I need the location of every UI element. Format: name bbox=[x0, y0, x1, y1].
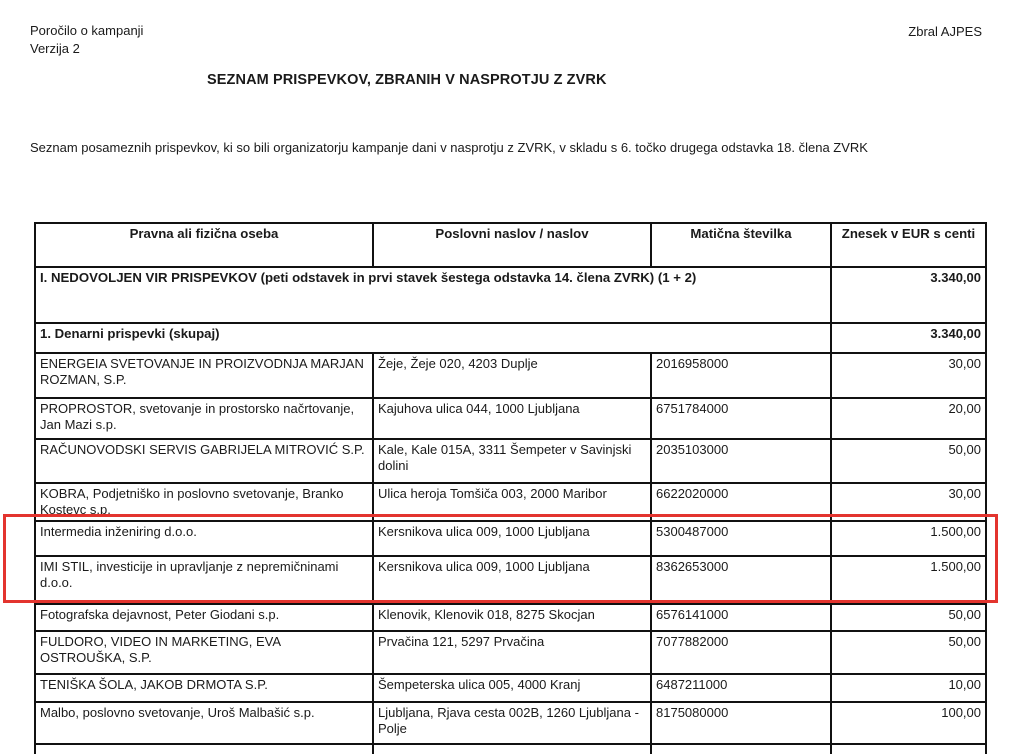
amount-cell: 50,00 bbox=[831, 604, 986, 631]
page-title: SEZNAM PRISPEVKOV, ZBRANIH V NASPROTJU Z ZVRK bbox=[207, 72, 607, 88]
amount-cell: 30,00 bbox=[831, 353, 986, 398]
section-label: I. NEDOVOLJEN VIR PRISPEVKOV (peti odstavek in prvi stavek šestega odstavka 14. člena ZVRK) (1 + 2) bbox=[35, 267, 831, 323]
address-cell: Kale, Kale 015A, 3311 Šempeter v Savinjski dolini bbox=[373, 439, 651, 483]
section-label: 1. Denarni prispevki (skupaj) bbox=[35, 323, 831, 353]
amount-cell: 50,00 bbox=[831, 439, 986, 483]
table-row bbox=[35, 439, 986, 483]
entity-cell: ENERGEIA SVETOVANJE IN PROIZVODNJA MARJAN ROZMAN, S.P. bbox=[35, 353, 373, 398]
amount-cell: 100,00 bbox=[831, 702, 986, 744]
report-name: Poročilo o kampanji bbox=[30, 23, 144, 38]
entity-cell: RAČUNOVODSKI SERVIS GABRIJELA MITROVIĆ S.P. bbox=[35, 439, 373, 483]
column-header-entity: Pravna ali fizična oseba bbox=[35, 223, 373, 267]
table-row bbox=[35, 483, 986, 521]
entity-cell: TENIŠKA ŠOLA, JAKOB DRMOTA S.P. bbox=[35, 674, 373, 702]
address-cell: Kersnikova ulica 009, 1000 Ljubljana bbox=[373, 556, 651, 604]
table-row-partial bbox=[35, 744, 986, 754]
table-row-highlighted bbox=[35, 521, 986, 556]
address-cell: Kersnikova ulica 009, 1000 Ljubljana bbox=[373, 521, 651, 556]
address-cell: Kajuhova ulica 044, 1000 Ljubljana bbox=[373, 398, 651, 439]
section-row-1 bbox=[35, 267, 986, 323]
reg-number-cell: 8362653000 bbox=[651, 556, 831, 604]
entity-cell: Malbo, poslovno svetovanje, Uroš Malbašić s.p. bbox=[35, 702, 373, 744]
reg-number-cell: 2035103000 bbox=[651, 439, 831, 483]
column-header-address: Poslovni naslov / naslov bbox=[373, 223, 651, 267]
table-row bbox=[35, 674, 986, 702]
reg-number-cell: 5300487000 bbox=[651, 521, 831, 556]
address-cell: Klenovik, Klenovik 018, 8275 Skocjan bbox=[373, 604, 651, 631]
table-row bbox=[35, 353, 986, 398]
description-text: Seznam posameznih prispevkov, ki so bili organizatorju kampanje dani v nasprotju z ZVRK, v skladu s 6. točko drugega odstavka 18. člena ZVRK bbox=[30, 140, 868, 155]
entity-cell: IMI STIL, investicije in upravljanje z nepremičninami d.o.o. bbox=[35, 556, 373, 604]
amount-cell: 50,00 bbox=[831, 631, 986, 674]
section-amount: 3.340,00 bbox=[831, 323, 986, 353]
header-row bbox=[35, 223, 986, 267]
column-header-amount: Znesek v EUR s centi bbox=[831, 223, 986, 267]
entity-cell: Fotografska dejavnost, Peter Giodani s.p. bbox=[35, 604, 373, 631]
amount-cell: 10,00 bbox=[831, 674, 986, 702]
reg-number-cell: 6576141000 bbox=[651, 604, 831, 631]
amount-cell: 1.500,00 bbox=[831, 556, 986, 604]
address-cell: Žeje, Žeje 020, 4203 Duplje bbox=[373, 353, 651, 398]
amount-cell: 1.500,00 bbox=[831, 521, 986, 556]
entity-cell: Intermedia inženiring d.o.o. bbox=[35, 521, 373, 556]
reg-number-cell: 2016958000 bbox=[651, 353, 831, 398]
entity-cell: PROPROSTOR, svetovanje in prostorsko načrtovanje, Jan Mazi s.p. bbox=[35, 398, 373, 439]
table-row bbox=[35, 398, 986, 439]
reg-number-cell: 7077882000 bbox=[651, 631, 831, 674]
report-meta bbox=[30, 22, 143, 58]
amount-cell: 30,00 bbox=[831, 483, 986, 521]
collector-label: Zbral AJPES bbox=[908, 24, 982, 39]
report-version: Verzija 2 bbox=[30, 41, 80, 56]
address-cell: Ulica heroja Tomšiča 003, 2000 Maribor bbox=[373, 483, 651, 521]
reg-number-cell: 8175080000 bbox=[651, 702, 831, 744]
amount-cell: 20,00 bbox=[831, 398, 986, 439]
entity-cell: KOBRA, Podjetniško in poslovno svetovanje, Branko Kostevc s.p. bbox=[35, 483, 373, 521]
address-cell: Ljubljana, Rjava cesta 002B, 1260 Ljubljana - Polje bbox=[373, 702, 651, 744]
column-header-reg-number: Matična številka bbox=[651, 223, 831, 267]
entity-cell: FULDORO, VIDEO IN MARKETING, EVA OSTROUŠKA, S.P. bbox=[35, 631, 373, 674]
table-row-highlighted bbox=[35, 556, 986, 604]
contributions-table bbox=[34, 222, 987, 754]
reg-number-cell: 6487211000 bbox=[651, 674, 831, 702]
table-row bbox=[35, 631, 986, 674]
section-row-2 bbox=[35, 323, 986, 353]
address-cell: Šempeterska ulica 005, 4000 Kranj bbox=[373, 674, 651, 702]
table-row bbox=[35, 702, 986, 744]
section-amount: 3.340,00 bbox=[831, 267, 986, 323]
table-row bbox=[35, 604, 986, 631]
reg-number-cell: 6622020000 bbox=[651, 483, 831, 521]
reg-number-cell: 6751784000 bbox=[651, 398, 831, 439]
address-cell: Prvačina 121, 5297 Prvačina bbox=[373, 631, 651, 674]
